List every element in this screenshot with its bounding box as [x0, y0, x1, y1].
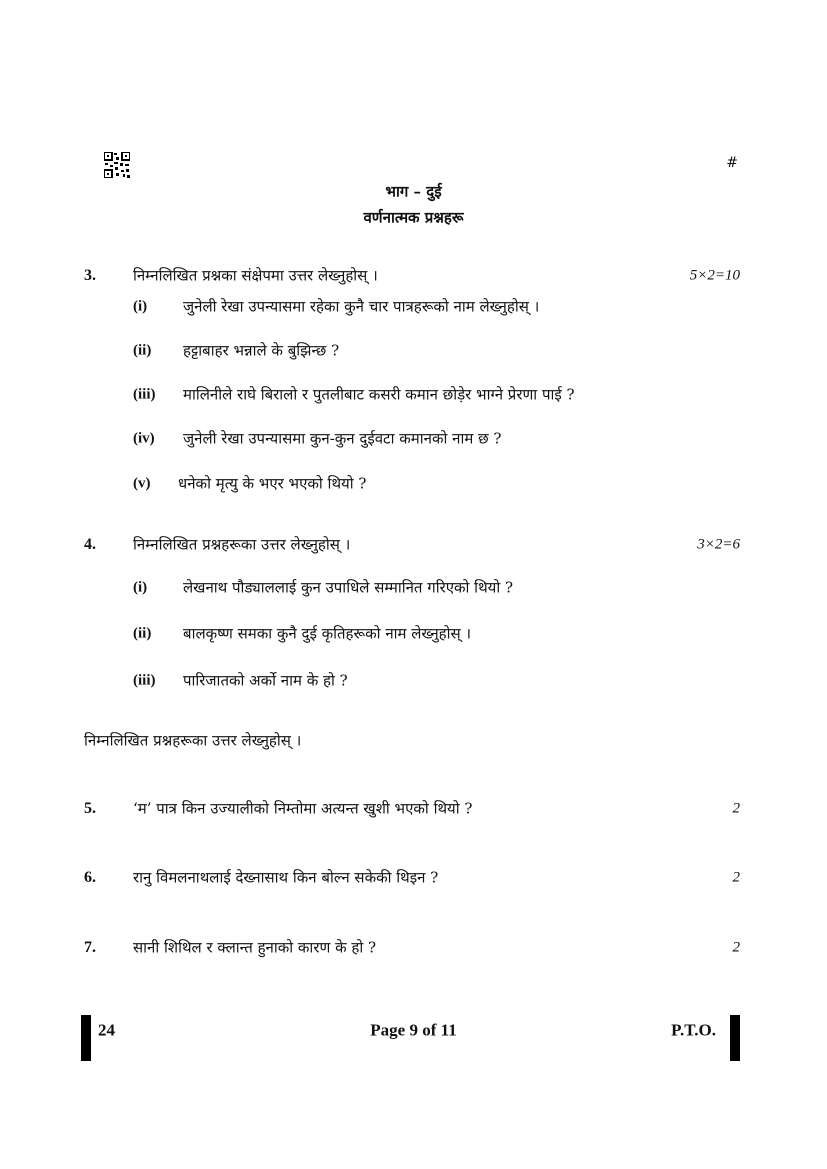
sub-question-text: हट्टाबाहर भन्नाले के बुझिन्छ ?	[183, 341, 340, 360]
sub-question-label: (i)	[133, 298, 148, 315]
question-number: 3.	[84, 267, 96, 284]
sub-question-label: (i)	[133, 579, 148, 596]
sub-question-label: (iv)	[133, 430, 155, 447]
paper-code: 24	[98, 1020, 115, 1040]
sub-question-text: जुनेली रेखा उपन्यासमा रहेका कुनै चार पात्रहरूको नाम लेख्नुहोस् ।	[183, 297, 540, 316]
question-marks: 2	[732, 939, 740, 956]
question-number: 7.	[84, 939, 96, 956]
question-number: 4.	[84, 536, 96, 553]
question-text: रानु विमलनाथलाई देख्नासाथ किन बोल्न सकेकी थिइन ?	[133, 868, 439, 887]
instruction-text: निम्नलिखित प्रश्नहरूका उत्तर लेख्नुहोस् ।	[84, 731, 302, 750]
question-number: 6.	[84, 869, 96, 886]
sub-question-text: जुनेली रेखा उपन्यासमा कुन-कुन दुईवटा कमानको नाम छ ?	[183, 429, 502, 448]
sub-question-text: धनेको मृत्यु के भएर भएको थियो ?	[178, 474, 367, 493]
sub-question-text: पारिजातको अर्को नाम के हो ?	[183, 671, 348, 690]
sub-question-label: (iii)	[133, 672, 156, 689]
sub-question-text: लेखनाथ पौड्याललाई कुन उपाधिले सम्मानित गरिएको थियो ?	[183, 578, 514, 597]
sub-question-text: मालिनीले राघे बिरालो र पुतलीबाट कसरी कमान छोड़ेर भाग्ने प्रेरणा पाई ?	[183, 385, 575, 404]
pto-label: P.T.O.	[671, 1020, 716, 1040]
question-marks: 2	[732, 869, 740, 886]
sub-question-label: (ii)	[133, 625, 152, 642]
hash-mark: #	[726, 155, 738, 171]
question-number: 5.	[84, 800, 96, 817]
section-title: वर्णनात्मक प्रश्नहरू	[363, 208, 464, 227]
part-heading: भाग – दुई	[385, 182, 442, 201]
page-number: Page 9 of 11	[370, 1020, 457, 1040]
question-text: निम्नलिखित प्रश्नका संक्षेपमा उत्तर लेख्नुहोस् ।	[133, 266, 378, 285]
question-text: ‘म’ पात्र किन उज्यालीको निम्तोमा अत्यन्त खुशी भएको थियो ?	[133, 799, 473, 818]
sub-question-text: बालकृष्ण समका कुनै दुई कृतिहरूको नाम लेख्नुहोस् ।	[183, 624, 472, 643]
sub-question-label: (iii)	[133, 386, 156, 403]
question-marks: 5×2=10	[689, 267, 740, 284]
sub-question-label: (v)	[133, 475, 151, 492]
question-text: सानी शिथिल र क्लान्त हुनाको कारण के हो ?	[133, 938, 377, 957]
question-text: निम्नलिखित प्रश्नहरूका उत्तर लेख्नुहोस् ।	[133, 535, 351, 554]
sub-question-label: (ii)	[133, 342, 152, 359]
question-marks: 3×2=6	[697, 536, 740, 553]
qr-code-icon	[104, 152, 130, 178]
question-marks: 2	[732, 800, 740, 817]
